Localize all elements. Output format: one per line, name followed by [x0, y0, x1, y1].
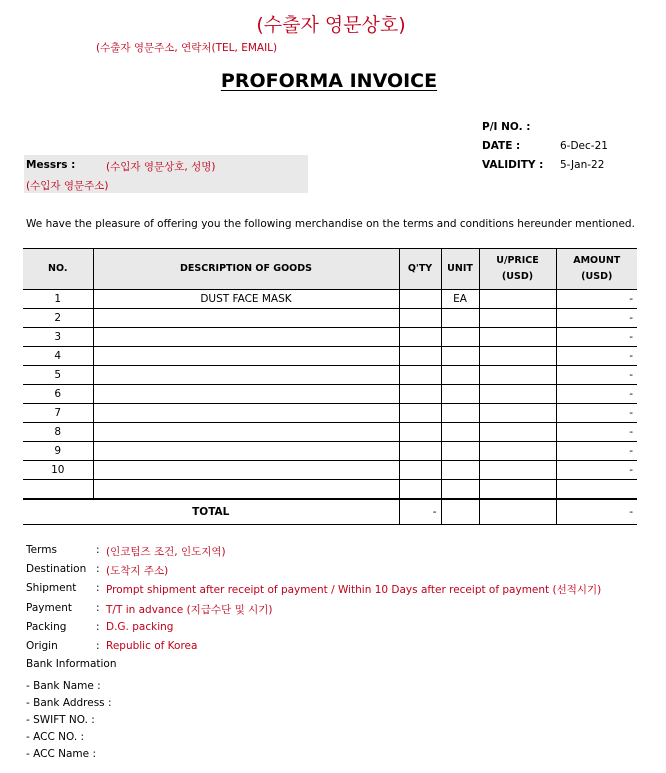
- row-no: 8: [23, 423, 93, 442]
- header-qty: Q'TY: [399, 249, 441, 290]
- date-label: DATE :: [482, 140, 521, 152]
- term-colon: :: [96, 640, 100, 652]
- row-unit: [441, 309, 479, 328]
- row-qty: [399, 309, 441, 328]
- row-amount: -: [556, 404, 637, 423]
- term-value: Republic of Korea: [106, 640, 198, 652]
- row-no: 5: [23, 366, 93, 385]
- table-row: [23, 385, 637, 404]
- row-unit-price: [479, 404, 556, 423]
- term-label: Payment: [26, 602, 72, 614]
- term-colon: :: [96, 582, 100, 594]
- exporter-name: (수출자 영문상호): [256, 14, 406, 36]
- row-amount: -: [556, 347, 637, 366]
- buyer-address: (수입자 영문주소): [26, 180, 109, 192]
- row-description: [93, 423, 399, 442]
- row-no: 10: [23, 461, 93, 480]
- row-unit: [441, 461, 479, 480]
- pi-number-label: P/I NO. :: [482, 121, 531, 133]
- term-value: (도착지 주소): [106, 565, 169, 577]
- row-no: 1: [23, 290, 93, 309]
- row-description: [93, 347, 399, 366]
- row-qty: [399, 461, 441, 480]
- row-qty: [399, 328, 441, 347]
- table-row: [23, 328, 637, 347]
- validity-value: 5-Jan-22: [560, 159, 605, 171]
- term-label: Terms: [26, 544, 57, 556]
- term-colon: :: [96, 544, 100, 556]
- row-description: DUST FACE MASK: [93, 290, 399, 309]
- row-no: 3: [23, 328, 93, 347]
- header-unit: UNIT: [441, 249, 479, 290]
- row-description: [93, 480, 399, 500]
- bank-info-line: - Bank Address :: [26, 697, 112, 709]
- term-value: T/T in advance (지급수단 및 시기): [106, 604, 273, 616]
- validity-label: VALIDITY :: [482, 159, 544, 171]
- row-unit-price: [479, 309, 556, 328]
- row-unit: [441, 347, 479, 366]
- row-unit-price: [479, 366, 556, 385]
- row-unit-price: [479, 442, 556, 461]
- row-qty: [399, 366, 441, 385]
- table-row: [23, 423, 637, 442]
- row-unit-price: [479, 461, 556, 480]
- table-row: [23, 461, 637, 480]
- row-qty: [399, 480, 441, 500]
- header-unit-price: U/PRICE (USD): [479, 249, 556, 290]
- row-no: 2: [23, 309, 93, 328]
- goods-body: [23, 290, 637, 500]
- row-qty: [399, 347, 441, 366]
- bank-info-heading: Bank Information: [26, 658, 117, 670]
- row-qty: [399, 385, 441, 404]
- row-unit-price: [479, 290, 556, 309]
- document-title-text: PROFORMA INVOICE: [220, 70, 438, 92]
- table-header-row: [23, 249, 637, 290]
- row-no: 4: [23, 347, 93, 366]
- table-row: [23, 347, 637, 366]
- row-unit-price: [479, 328, 556, 347]
- term-value: Prompt shipment after receipt of payment / Within 10 Days after receipt of payment (선적시기): [106, 584, 602, 596]
- intro-text: We have the pleasure of offering you the following merchandise on the terms and conditions hereunder mentioned.: [26, 218, 635, 230]
- row-unit: [441, 404, 479, 423]
- row-unit-price: [479, 480, 556, 500]
- term-colon: :: [96, 563, 100, 575]
- total-qty: -: [399, 499, 441, 525]
- row-amount: -: [556, 366, 637, 385]
- bank-info-line: - Bank Name :: [26, 680, 101, 692]
- row-unit: [441, 423, 479, 442]
- row-amount: -: [556, 328, 637, 347]
- header-amount: AMOUNT (USD): [556, 249, 637, 290]
- row-amount: -: [556, 423, 637, 442]
- row-description: [93, 366, 399, 385]
- term-label: Origin: [26, 640, 58, 652]
- row-unit-price: [479, 347, 556, 366]
- table-row: [23, 366, 637, 385]
- row-unit-price: [479, 385, 556, 404]
- total-amount: -: [556, 499, 637, 525]
- total-row: [23, 499, 637, 525]
- row-unit: [441, 328, 479, 347]
- row-qty: [399, 290, 441, 309]
- table-row: [23, 404, 637, 423]
- row-unit: [441, 480, 479, 500]
- row-description: [93, 404, 399, 423]
- term-label: Packing: [26, 621, 67, 633]
- document-title: [0, 70, 662, 92]
- row-qty: [399, 442, 441, 461]
- term-colon: :: [96, 602, 100, 614]
- row-qty: [399, 423, 441, 442]
- row-no: 7: [23, 404, 93, 423]
- term-label: Shipment: [26, 582, 77, 594]
- row-amount: -: [556, 309, 637, 328]
- term-colon: :: [96, 621, 100, 633]
- row-qty: [399, 404, 441, 423]
- row-amount: -: [556, 461, 637, 480]
- bank-info-line: - SWIFT NO. :: [26, 714, 95, 726]
- total-price: [479, 499, 556, 525]
- exporter-address: (수출자 영문주소, 연락처(TEL, EMAIL): [96, 42, 278, 54]
- buyer-name: (수입자 영문상호, 성명): [106, 161, 216, 173]
- row-no: 6: [23, 385, 93, 404]
- bank-info-line: - ACC Name :: [26, 748, 96, 760]
- term-value: (인코텀즈 조건, 인도지역): [106, 546, 226, 558]
- date-value: 6-Dec-21: [560, 140, 608, 152]
- header-no: NO.: [23, 249, 93, 290]
- row-amount: [556, 480, 637, 500]
- header-description: DESCRIPTION OF GOODS: [93, 249, 399, 290]
- row-amount: -: [556, 290, 637, 309]
- term-label: Destination: [26, 563, 87, 575]
- table-row: [23, 290, 637, 309]
- row-unit-price: [479, 423, 556, 442]
- row-no: [23, 480, 93, 500]
- total-label: TOTAL: [23, 499, 399, 525]
- row-unit: [441, 366, 479, 385]
- bank-info-line: - ACC NO. :: [26, 731, 85, 743]
- row-description: [93, 442, 399, 461]
- row-description: [93, 328, 399, 347]
- row-description: [93, 385, 399, 404]
- table-row: [23, 309, 637, 328]
- term-value: D.G. packing: [106, 621, 174, 633]
- row-amount: -: [556, 442, 637, 461]
- row-description: [93, 461, 399, 480]
- goods-table: [23, 248, 637, 525]
- row-unit: [441, 385, 479, 404]
- row-unit: [441, 442, 479, 461]
- messrs-label: Messrs :: [26, 159, 76, 171]
- row-no: 9: [23, 442, 93, 461]
- row-amount: -: [556, 385, 637, 404]
- table-row: [23, 442, 637, 461]
- row-unit: EA: [441, 290, 479, 309]
- row-description: [93, 309, 399, 328]
- table-row: [23, 480, 637, 500]
- total-unit: [441, 499, 479, 525]
